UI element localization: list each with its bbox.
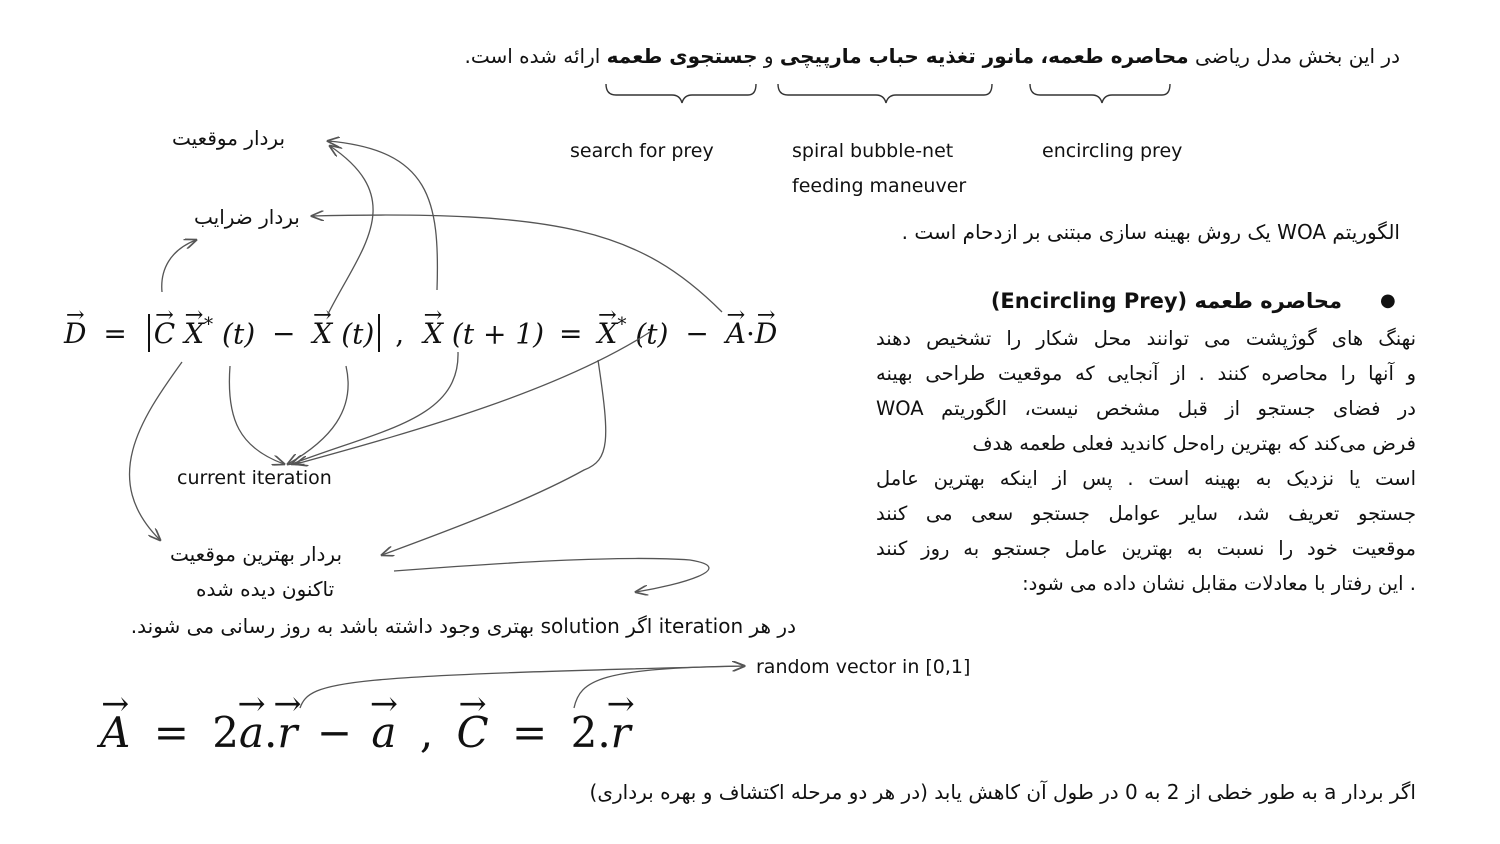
paragraph-line: است یا نزدیک به بهینه است . پس از اینکه بهترین عامل: [876, 467, 1416, 490]
label-random-vector: random vector in [0,1]: [756, 656, 971, 678]
arrow-r1-to-random: [300, 666, 744, 708]
section-heading: محاصره طعمه (Encircling Prey): [990, 289, 1342, 313]
woa-sentence: الگوریتم WOA یک روش بهینه سازی مبتنی بر ازدحام است .: [901, 220, 1400, 244]
symbol-A: → A: [726, 317, 746, 350]
comma: ,: [419, 708, 434, 757]
time-t: (t): [635, 317, 669, 351]
intro-suffix: ارائه شده است.: [464, 44, 601, 68]
arrow-Xstar2-to-best: [382, 360, 606, 555]
intro-conj: و: [763, 44, 774, 68]
label-search-for-prey: search for prey: [570, 140, 714, 162]
equals-sign: =: [103, 317, 127, 351]
intro-term-spiral: مانور تغذیه حباب مارپیچی: [779, 44, 1035, 68]
paragraph-line: نهنگ های گوژپشت می توانند محل شکار را تشخیص دهند: [876, 327, 1416, 350]
intro-term-encircling: محاصره طعمه،: [1040, 44, 1189, 68]
time-t-plus-1: (t + 1): [451, 317, 545, 351]
paragraph-line: . این رفتار با معادلات مقابل نشان داده می شود:: [1022, 572, 1416, 595]
symbol-a: → a: [371, 708, 396, 757]
intro-term-search: جستجوی طعمه: [606, 44, 758, 68]
symbol-X: → X: [312, 317, 332, 350]
arrow-A-to-coefficient: [312, 215, 722, 312]
paragraph-line: موقعیت خود را نسبت به بهترین عامل جستجو به روز کنند: [876, 537, 1416, 560]
symbol-C: → C: [154, 317, 175, 350]
minus-sign: −: [685, 317, 709, 351]
time-t: (t): [341, 317, 375, 351]
arrow-t3-to-iteration: [292, 352, 458, 464]
number-two: 2: [212, 708, 239, 757]
symbol-a: → a: [239, 708, 264, 757]
label-update-note: در هر iteration اگر solution بهتری وجود داشته باشد به روز رسانی می شوند.: [130, 614, 796, 638]
paragraph-line: و آنها را محاصره کنند . از آنجایی که موقعیت طراحی بهینه: [876, 362, 1416, 385]
arrow-C-to-coefficient: [162, 240, 196, 292]
label-best-position-1: بردار بهترین موقعیت: [170, 542, 343, 566]
symbol-D: → D: [755, 317, 777, 350]
dot: .: [264, 708, 278, 757]
arrow-best-to-update: [394, 558, 709, 592]
label-encircling-prey: encircling prey: [1042, 140, 1183, 162]
symbol-X-next: → X: [423, 317, 443, 350]
arrow-t2-to-iteration: [288, 366, 348, 464]
dot-operator: ·: [745, 317, 755, 351]
time-t: (t): [222, 317, 256, 351]
label-best-position-2: تاکنون دیده شده: [196, 577, 335, 601]
star-superscript: *: [617, 314, 627, 336]
paragraph-line: جستجو تعریف شد، سایر عوامل جستجو سعی می کنند: [876, 502, 1416, 525]
label-current-iteration: current iteration: [177, 467, 332, 489]
equals-sign: =: [512, 708, 548, 757]
label-spiral-line1: spiral bubble-net: [792, 140, 954, 162]
star-superscript: *: [204, 314, 214, 336]
number-two-dot: 2.: [570, 708, 611, 757]
minus-sign: −: [316, 708, 353, 757]
symbol-X-star: → X: [597, 317, 617, 350]
label-coefficient-vector: بردار ضرایب: [194, 205, 300, 229]
equals-sign: =: [559, 317, 583, 351]
intro-prefix: در این بخش مدل ریاضی: [1194, 44, 1400, 68]
paragraph-line: فرض می‌کند که بهترین راه‌حل کاندید فعلی طعمه هدف: [972, 432, 1416, 455]
symbol-r: → r: [277, 708, 297, 757]
symbol-X-star: → X: [184, 317, 204, 350]
arrow-r2-to-random: [574, 666, 744, 708]
minus-sign: −: [272, 317, 296, 351]
label-spiral-line2: feeding maneuver: [792, 175, 967, 197]
symbol-A: → A: [100, 708, 130, 757]
arrow-t1-to-iteration: [229, 366, 284, 464]
equals-sign: =: [153, 708, 189, 757]
arrow-Xstar1-to-best: [130, 362, 182, 540]
comma: ,: [395, 317, 405, 351]
symbol-C: → C: [457, 708, 489, 757]
arrow-X-to-position: [328, 146, 373, 314]
paragraph-line: در فضای جستجو از قبل مشخص نیست، الگوریتم WOA: [876, 397, 1416, 420]
symbol-D: → D: [64, 317, 86, 350]
symbol-r: → r: [611, 708, 631, 757]
label-position-vector: بردار موقعیت: [172, 126, 286, 150]
bullet: ●: [1380, 290, 1396, 311]
footer-sentence: اگر بردار a به طور خطی از 2 به 0 در طول آن کاهش یابد (در هر دو مرحله اکتشاف و بهره برداری): [589, 780, 1416, 804]
